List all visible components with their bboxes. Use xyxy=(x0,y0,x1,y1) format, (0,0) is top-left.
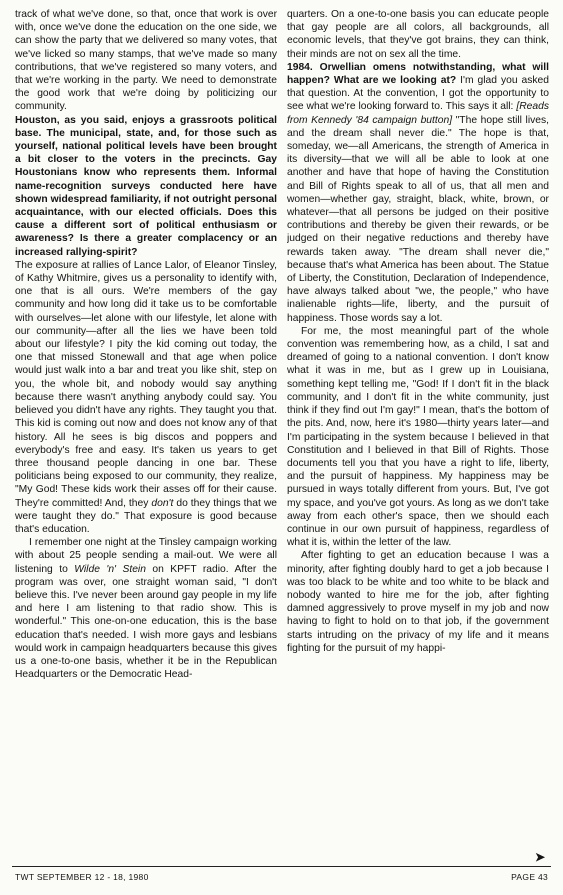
paragraph: track of what we've done, so that, once that work is over with, once we've done the education on the one side, we can show the party that we delivered so many votes, that we've licked so many stamps, that we've made so many contributions, that we've registered so many voters, and that we're working in the party. We need to demonstrate the good work that we're doing by politicizing our community. xyxy=(15,9,277,113)
page-footer xyxy=(15,872,548,882)
paragraph: The exposure at rallies of Lance Lalor, of Eleanor Tinsley, of Kathy Whitmire, gives us a personality to identify with, one that is all ours. We're members of the gay community and how long did it take us to be comfortable with ourselves—let alone with our lifestyle, let alone with our community—after all the lies we have been told about our lifestyle? I pity the kid coming out today, the one that missed Stonewall and that age when police would just walk into a bar and treat you like shit, step on you, the whole bit, and nobody would say anything because there wasn't anything anybody could say. You believed you didn't have any rights. They taught you that. This kid is coming out now and does not know any of that history. All he sees is big discos and poppers and everybody's free and easy. It's taken us years to get three thousand people dancing in one bar. These politicians being exposed to our community, they realize, "My God! These kids work their asses off for their cause. They're committed! And, they don't do they things that we were taught they do." That exposure is good because that's education. xyxy=(15,259,277,535)
right-column xyxy=(287,8,549,870)
footer-rule xyxy=(12,866,551,867)
interview-question: Houston, as you said, enjoys a grassroots political base. The municipal, state, and, for those such as yourself, national political levels have been brought a bit closer to the voters in the precincts. Gay Houstonians know who represents them. Informal name-recognition surveys conducted here have shown widespread familiarity, if not outright personal acquaintance, with our elected officials. Does this cause a different sort of political enthusiasm or awareness? Is there a greater complacency or an increased rallying-spirit? xyxy=(15,114,277,258)
page-number: PAGE 43 xyxy=(511,872,548,882)
footer-publication: TWT SEPTEMBER 12 - 18, 1980 xyxy=(15,872,149,882)
left-column xyxy=(15,8,277,870)
paragraph: 1984. Orwellian omens notwithstanding, what will happen? What are we looking at? I'm glad you asked that question. At the convention, I got the opportunity to see what we're looking forward to. This says it all: [Reads from Kennedy '84 campaign button] "The hope still lives, and the dream shall never die." The hope is that, someday, we—all Americans, the strength of America in its diversity—that we will all be able to look at one another and have that hope of having the Constitution and Bill of Rights speak to all of us, that all men and women—whether gay, straight, black, white, brown, or whatever—that all persons be judged on their positive contributions and thereby be given their rewards, or be judged on their negative reductions and thereby have rewards taken away. "The dream shall never die," because that's what America has been about. The Statue of Liberty, the Constitution, Declaration of Independence, have always talked about "we, the people," who have inalienable rights—life, liberty, and the pursuit of happiness. Those words say a lot. xyxy=(287,61,549,324)
paragraph: After fighting to get an education because I was a minority, after fighting doubly hard to get a job because I was too black to be white and too white to be black and nobody wanted to hire me for the job, after fighting damned aggressively to prove myself in my job and now having to fight to hold on to that job, if the government starts intruding on the privacy of my life and it means fighting for the pursuit of my happi- xyxy=(287,550,549,654)
paragraph: For me, the most meaningful part of the whole convention was remembering how, as a child, I sat and dreamed of going to a national convention. I don't know what it was in me, but as I grew up in Louisiana, something kept telling me, "God! If I don't fit in the black community, and I don't fit in the white community, just think if they find out I'm gay!" I mean, that's the bottom of the pits. And, now, here it's 1980—thirty years later—and I'm participating in the system because I believed in that Constitution and I believed in that Bill of Rights. Those documents tell you that you have a right to life, liberty, and the pursuit of happiness. My happiness may be pursued in ways totally different from yours. But, I've got my space, and you've got yours. As long as we don't take away from each other's space, then we should each continue in our own pursuit of happiness, regardless of what it is, within the letter of the law. xyxy=(287,325,549,549)
paragraph: quarters. On a one-to-one basis you can educate people that gay people are all colors, all backgrounds, all economic levels, that they've got brains, they can think, their minds are not on sex all the time. xyxy=(287,9,549,60)
paragraph: I remember one night at the Tinsley campaign working with about 25 people sending a mail-out. We were all listening to Wilde 'n' Stein on KPFT radio. After the program was over, one straight woman said, "I don't believe this. I've never been around gay people in my life and here I am listening to that radio show. This is wonderful." This one-on-one education, this is the base education that's needed. I wish more gays and lesbians would work in campaign headquarters because this gives us a one-to-one basis, whether it be in the Republican Headquarters or the Democratic Head- xyxy=(15,537,277,681)
continue-arrow-icon: ➤ xyxy=(534,850,545,864)
interview-question: 1984. Orwellian omens notwithstanding, what will happen? What are we looking at? xyxy=(287,61,549,87)
